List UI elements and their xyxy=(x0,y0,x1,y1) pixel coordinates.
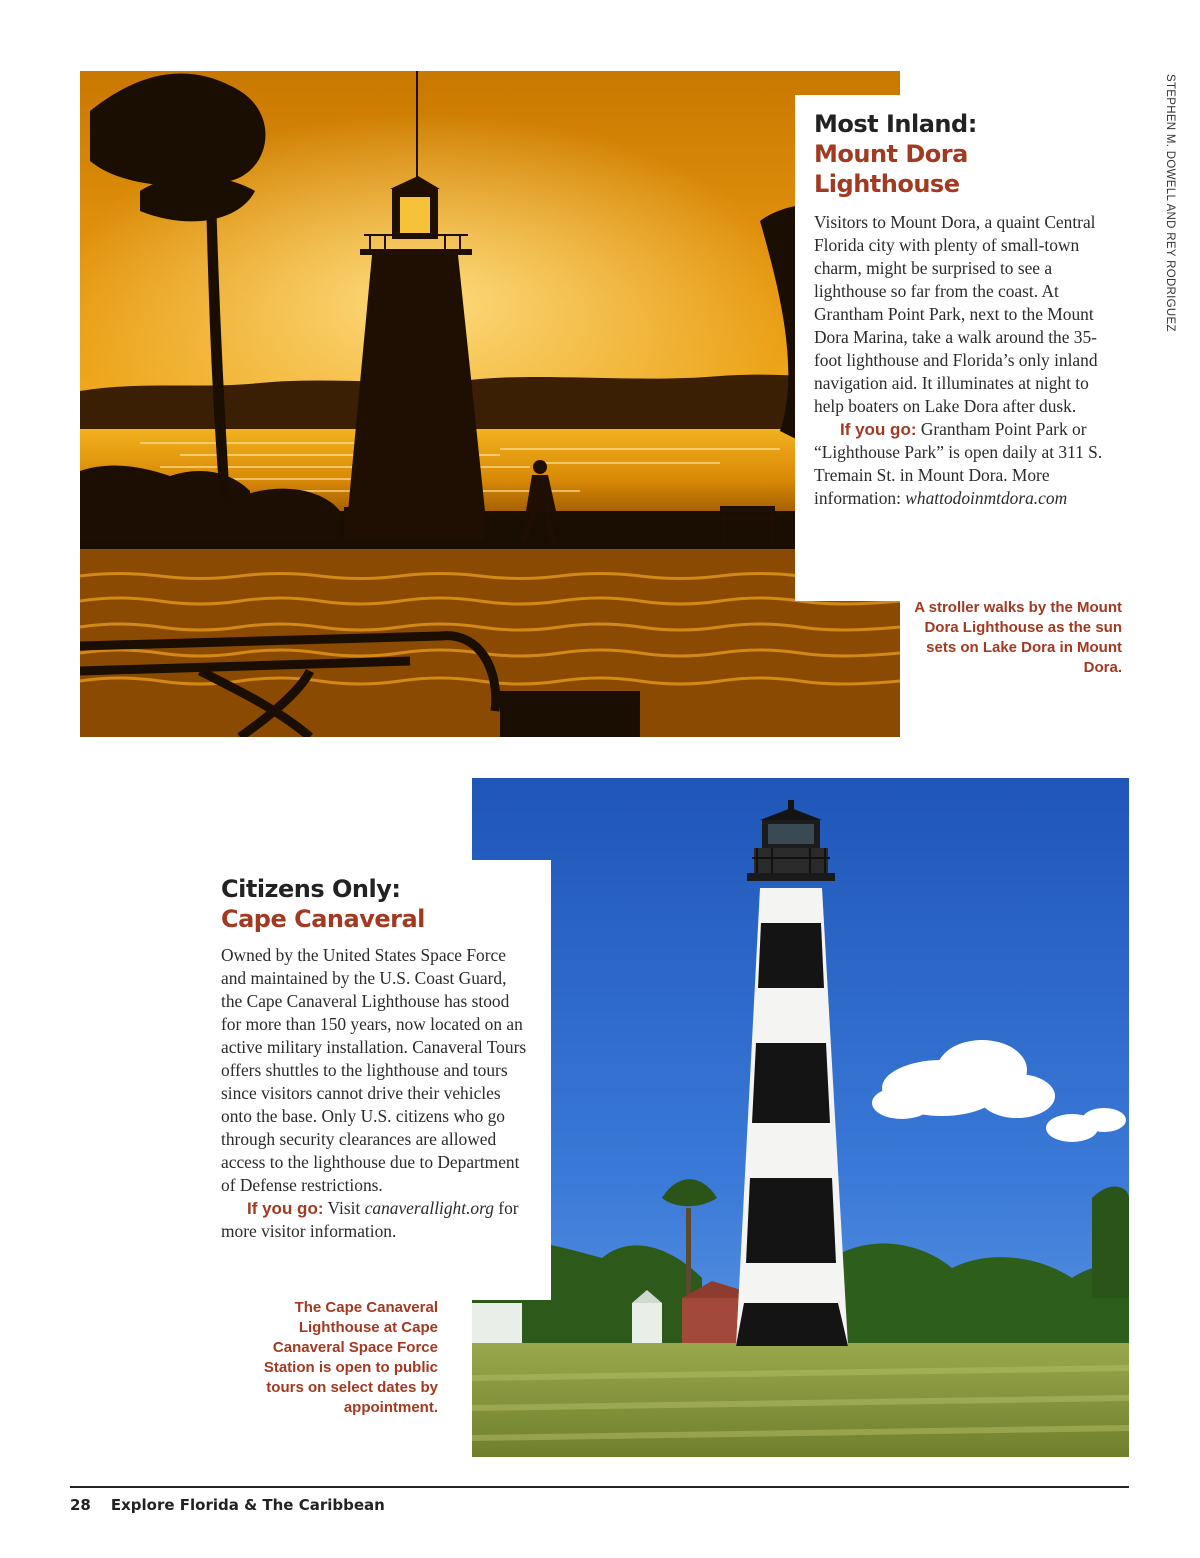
heading-cape-canaveral: Cape Canaveral xyxy=(221,905,425,933)
caption-cape-canaveral: The Cape Canaveral Lighthouse at Cape Canaveral Space Force Station is open to public tours on select dates by appointment. xyxy=(263,1299,438,1416)
footer-rule xyxy=(70,1486,1129,1488)
photo-mount-dora-lighthouse-sunset xyxy=(80,71,900,737)
page-number: 28 xyxy=(70,1496,91,1514)
caption-mount-dora: A stroller walks by the Mount Dora Lighthouse as the sun sets on Lake Dora in Mount Dora. xyxy=(914,599,1122,676)
ifgo-text: Visit xyxy=(323,1198,365,1218)
photo-cape-canaveral-lighthouse xyxy=(472,778,1129,1457)
canaveral-url-link[interactable]: canaverallight.org xyxy=(364,1198,494,1218)
heading-mount-dora: Mount Dora xyxy=(814,140,968,168)
ifgo-paragraph-cape-canaveral xyxy=(221,1197,529,1243)
photo-credit-text: STEPHEN M. DOWELL AND REY RODRIGUEZ xyxy=(1164,74,1176,332)
photo-credit xyxy=(1162,74,1176,374)
heading-lighthouse: Lighthouse xyxy=(814,170,960,198)
text-panel-cape-canaveral xyxy=(203,860,551,1300)
ifgo-paragraph-mount-dora xyxy=(814,418,1110,510)
mount-dora-url-link[interactable]: whattodoinmtdora.com xyxy=(905,488,1068,508)
page-footer xyxy=(70,1496,385,1514)
body-cape-canaveral: Owned by the United States Space Force and maintained by the U.S. Coast Guard, the Cape Canaveral Lighthouse has stood for more than 150 years, now located on an active military installation. Canaveral Tours offers shuttles to the lighthouse and tours since visitors cannot drive their vehicles onto the base. Only U.S. citizens who go through security clearances are allowed access to the lighthouse due to Department of Defense restrictions. xyxy=(221,945,527,1195)
ifgo-label: If you go: xyxy=(247,1199,324,1218)
ifgo-label: If you go: xyxy=(840,420,917,439)
ifgo-text: Grantham Point Park or “Lighthouse Park” is open daily at 311 S. Tremain St. in Mount Dora. More information: xyxy=(814,419,1103,508)
ifgo-after-text: for more visitor information. xyxy=(221,1198,519,1241)
heading-citizens-only: Citizens Only: xyxy=(221,875,401,903)
publication-title: Explore Florida & The Caribbean xyxy=(110,1496,385,1514)
text-panel-mount-dora xyxy=(795,95,1150,601)
heading-most-inland: Most Inland: xyxy=(814,110,977,138)
body-mount-dora: Visitors to Mount Dora, a quaint Central Florida city with plenty of small-town charm, might be surprised to see a lighthouse so far from the coast. At Grantham Point Park, next to the Mount Dora Marina, take a walk around the 35-foot lighthouse and Florida’s only inland navigation aid. It illuminates at night to help boaters on Lake Dora after dusk. xyxy=(814,212,1098,416)
